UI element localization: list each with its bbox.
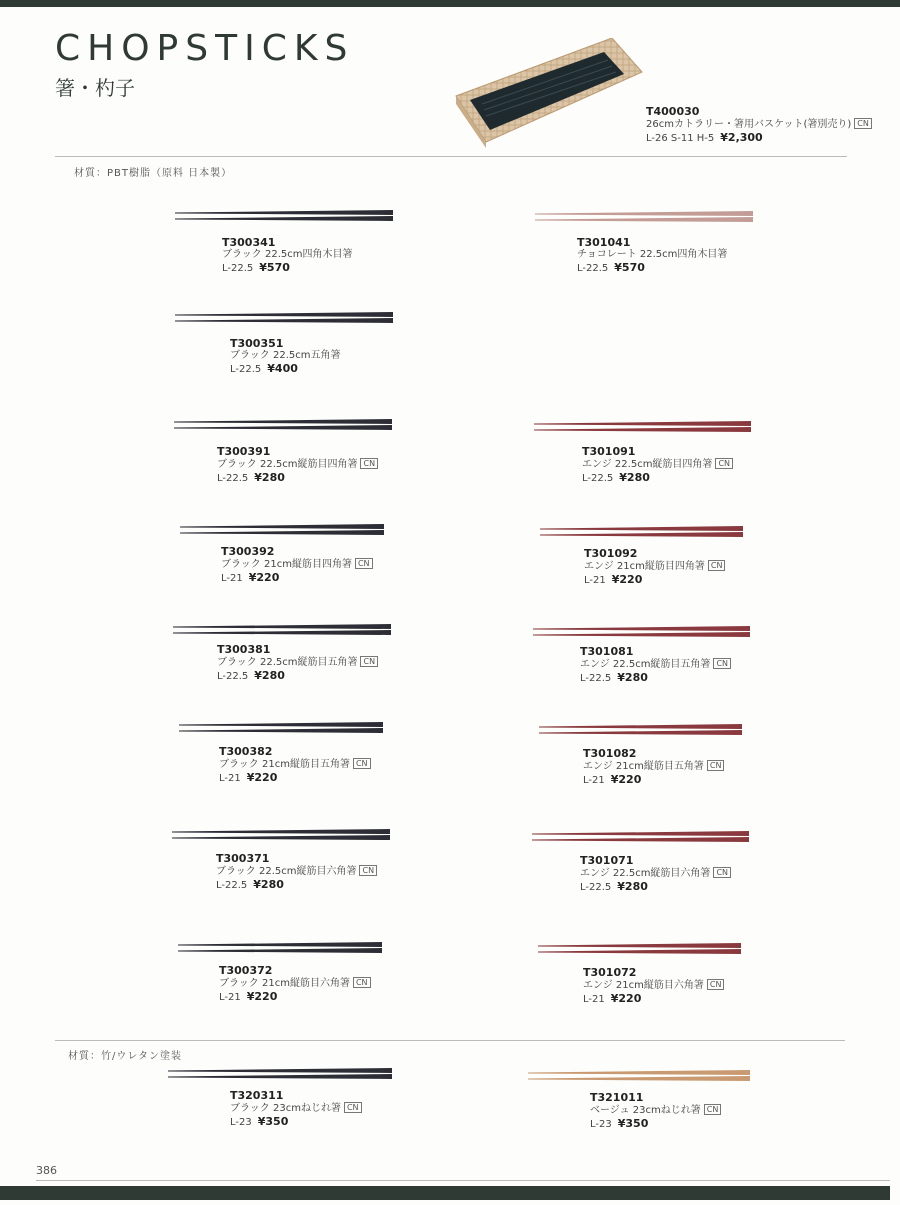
product-name: ブラック 22.5cm縦筋目四角箸 CN (217, 458, 378, 471)
chopstick-image (533, 632, 750, 638)
product-item (219, 745, 371, 786)
page-title: CHOPSTICKS (55, 28, 355, 69)
product-spec: L-21 ¥220 (219, 990, 278, 1003)
basket-product (646, 105, 872, 146)
product-code: T300392 (221, 545, 275, 558)
chopstick-image (175, 318, 393, 324)
product-code: T320311 (230, 1089, 284, 1102)
product-item (577, 236, 727, 276)
cn-badge: CN (854, 118, 872, 129)
product-code: T300371 (216, 852, 270, 865)
product-item (583, 966, 724, 1007)
product-name: エンジ 21cm縦筋目五角箸 CN (583, 760, 724, 773)
material-label-pbt: 材質：PBT樹脂（原料 日本製） (74, 168, 233, 179)
chopstick-image (180, 530, 384, 536)
product-price: ¥220 (610, 773, 642, 786)
product-item (582, 445, 733, 486)
cn-badge: CN (708, 560, 726, 571)
cn-badge: CN (707, 979, 725, 990)
cn-badge: CN (704, 1104, 722, 1115)
product-item (584, 547, 725, 588)
product-price: ¥280 (619, 471, 650, 484)
product-name: エンジ 22.5cm縦筋目四角箸 CN (582, 458, 733, 471)
page-number: 386 (36, 1164, 57, 1177)
chopstick-image (528, 1076, 750, 1082)
product-name: ブラック 21cm縦筋目六角箸 CN (219, 977, 371, 990)
product-price: ¥350 (257, 1115, 289, 1128)
chopstick-image (168, 1074, 392, 1080)
chopstick-image (172, 835, 390, 841)
product-code: T300381 (217, 643, 271, 656)
product-spec: L-22.5 ¥280 (217, 669, 285, 682)
product-spec: L-21 ¥220 (219, 771, 278, 784)
product-price: ¥570 (614, 261, 645, 274)
cn-badge: CN (355, 558, 373, 569)
product-spec: L-21 ¥220 (583, 992, 642, 1005)
product-code: T300351 (230, 337, 284, 350)
product-price: ¥2,300 (720, 131, 763, 144)
product-item (583, 747, 724, 788)
product-code: T301041 (577, 236, 631, 249)
product-spec: L-23 ¥350 (590, 1117, 649, 1130)
product-price: ¥280 (617, 880, 648, 893)
product-price: ¥220 (246, 990, 278, 1003)
product-code: T301092 (584, 547, 638, 560)
product-price: ¥220 (246, 771, 278, 784)
product-item (580, 645, 731, 686)
basket-image (452, 38, 644, 148)
product-price: ¥280 (254, 669, 285, 682)
product-name: ブラック 23cmねじれ箸 CN (230, 1102, 362, 1115)
chopstick-image (174, 425, 392, 431)
product-spec: L-22.5 ¥280 (217, 471, 285, 484)
chopstick-image (538, 949, 741, 955)
product-price: ¥570 (259, 261, 290, 274)
product-spec: L-21 ¥220 (221, 571, 280, 584)
product-code: T300382 (219, 745, 273, 758)
chopstick-image (540, 532, 743, 538)
chopstick-image (175, 216, 393, 222)
product-name: 26cmカトラリー・箸用バスケット(箸別売り) CN (646, 118, 872, 131)
product-spec: L-22.5 ¥280 (580, 671, 648, 684)
product-name: ブラック 22.5cm縦筋目五角箸 CN (217, 656, 378, 669)
cn-badge: CN (359, 865, 377, 876)
product-item (216, 852, 377, 893)
product-code: T301091 (582, 445, 636, 458)
product-name: ベージュ 23cmねじれ箸 CN (590, 1104, 721, 1117)
product-name: エンジ 21cm縦筋目四角箸 CN (584, 560, 725, 573)
product-spec: L-22.5 ¥570 (577, 261, 645, 274)
top-color-bar (0, 0, 900, 7)
chopstick-image (534, 427, 751, 433)
product-code: T300341 (222, 236, 276, 249)
product-item (217, 643, 378, 684)
chopstick-image (539, 730, 742, 736)
product-spec: L-21 ¥220 (584, 573, 643, 586)
material-label-bamboo: 材質：竹/ウレタン塗装 (68, 1051, 182, 1062)
cn-badge: CN (713, 658, 731, 669)
product-spec: L-22.5 ¥570 (222, 261, 290, 274)
product-price: ¥220 (610, 992, 642, 1005)
product-code: T301072 (583, 966, 637, 979)
product-code: T300372 (219, 964, 273, 977)
product-price: ¥350 (617, 1117, 649, 1130)
product-name: エンジ 22.5cm縦筋目六角箸 CN (580, 867, 731, 880)
cn-badge: CN (353, 977, 371, 988)
cn-badge: CN (713, 867, 731, 878)
cn-badge: CN (715, 458, 733, 469)
section-divider (55, 1040, 845, 1041)
product-name: ブラック 22.5cm五角箸 (230, 350, 341, 361)
cn-badge: CN (344, 1102, 362, 1113)
footer-divider (36, 1180, 890, 1181)
product-spec: L-23 ¥350 (230, 1115, 289, 1128)
bottom-color-bar (0, 1186, 890, 1200)
product-item (230, 337, 340, 377)
chopstick-image (178, 948, 382, 954)
product-name: エンジ 21cm縦筋目六角箸 CN (583, 979, 724, 992)
product-name: ブラック 22.5cm縦筋目六角箸 CN (216, 865, 377, 878)
page-subtitle: 箸・杓子 (55, 76, 135, 100)
product-spec: L-21 ¥220 (583, 773, 642, 786)
product-item (230, 1089, 362, 1130)
product-spec: L-22.5 ¥400 (230, 362, 298, 375)
product-price: ¥220 (248, 571, 280, 584)
product-item (580, 854, 731, 895)
product-spec: L-22.5 ¥280 (582, 471, 650, 484)
chopstick-image (532, 837, 749, 843)
product-price: ¥280 (253, 878, 284, 891)
product-item (219, 964, 371, 1005)
product-name: エンジ 22.5cm縦筋目五角箸 CN (580, 658, 731, 671)
product-name: ブラック 21cm縦筋目五角箸 CN (219, 758, 371, 771)
product-item (217, 445, 378, 486)
product-item (222, 236, 352, 276)
chopstick-image (173, 630, 391, 636)
product-name: ブラック 22.5cm四角木目箸 (222, 249, 353, 260)
product-spec: L-26 S-11 H-5 ¥2,300 (646, 131, 763, 144)
product-item (221, 545, 373, 586)
product-name: ブラック 21cm縦筋目四角箸 CN (221, 558, 373, 571)
product-price: ¥280 (254, 471, 285, 484)
product-name: チョコレート 22.5cm四角木目箸 (577, 249, 728, 260)
cn-badge: CN (707, 760, 725, 771)
product-code: T300391 (217, 445, 271, 458)
chopstick-image (535, 217, 753, 223)
product-code: T400030 (646, 105, 700, 118)
product-code: T321011 (590, 1091, 644, 1104)
cn-badge: CN (353, 758, 371, 769)
product-price: ¥220 (611, 573, 643, 586)
product-code: T301081 (580, 645, 634, 658)
product-item (590, 1091, 721, 1132)
product-spec: L-22.5 ¥280 (216, 878, 284, 891)
cn-badge: CN (360, 656, 378, 667)
product-code: T301071 (580, 854, 634, 867)
product-code: T301082 (583, 747, 637, 760)
product-price: ¥400 (267, 362, 298, 375)
section-divider (55, 156, 847, 157)
cn-badge: CN (360, 458, 378, 469)
product-spec: L-22.5 ¥280 (580, 880, 648, 893)
chopstick-image (179, 728, 383, 734)
product-price: ¥280 (617, 671, 648, 684)
